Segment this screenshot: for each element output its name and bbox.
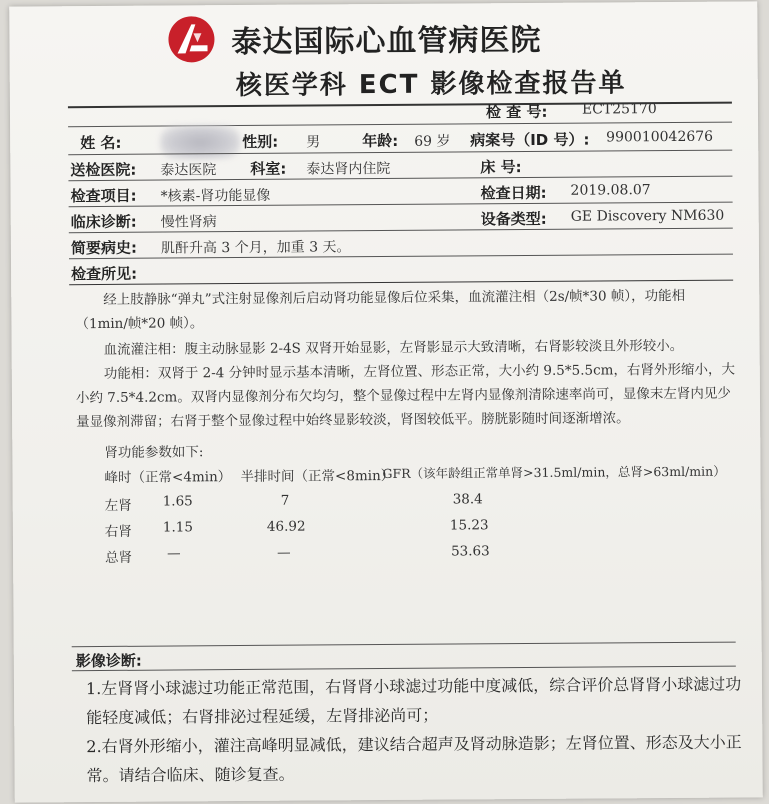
- findings-intro: 经上肢静脉“弹丸”式注射显像剂后启动肾功能显像后位采集，血流灌注相（2s/帧*30 帧），功能相（1min/帧*20 帧）。: [75, 287, 686, 333]
- diagnosis-label: 影像诊断:: [75, 651, 142, 671]
- department-value: 泰达肾内住院: [306, 160, 391, 178]
- clinical-diagnosis-value: 慢性肾病: [160, 214, 217, 231]
- device-type-value: GE Discovery NM630: [570, 207, 725, 225]
- hospital-logo: [167, 15, 215, 63]
- params-title: 肾功能参数如下:: [104, 444, 204, 461]
- name-label: 姓 名:: [80, 133, 122, 153]
- table-row-half: 46.92: [266, 518, 306, 535]
- age-label: 年龄:: [362, 131, 399, 151]
- gender-label: 性别:: [242, 132, 279, 151]
- table-row-half: —: [276, 544, 291, 561]
- report-paper: [9, 1, 763, 802]
- exam-item-value: *核素-肾功能显像: [160, 187, 271, 205]
- history-label: 简要病史:: [70, 238, 137, 258]
- table-row-gfr: 15.23: [449, 517, 489, 534]
- gender-value: 男: [306, 134, 321, 151]
- table-row-gfr: 38.4: [452, 491, 483, 508]
- clinical-diagnosis-label: 临床诊断:: [70, 212, 137, 232]
- table-row-peak: 1.15: [162, 519, 193, 536]
- findings-label: 检查所见:: [71, 264, 138, 284]
- exam-item-label: 检查项目:: [70, 186, 137, 206]
- table-row-name: 总肾: [105, 549, 133, 566]
- case-number-value: 990010042676: [606, 128, 714, 146]
- referring-hospital-label: 送检医院:: [70, 160, 137, 180]
- table-row-peak: 1.65: [162, 493, 193, 510]
- diagnosis-divider-top: [72, 642, 736, 648]
- findings-perfusion: 血流灌注相：腹主动脉显影 2-4S 双肾开始显影，左肾影显示大致清晰，右肾影较淡且外形较小。: [103, 337, 684, 358]
- exam-number-value: ECT25170: [581, 101, 657, 118]
- table-row-gfr: 53.63: [450, 543, 490, 560]
- findings-function: 功能相：双肾于 2-4 分钟时显示基本清晰，左肾位置、形态正常，大小约 9.5*5.5cm，右肾外形缩小，大小约 7.5*4.2cm。双肾内显像剂分布欠均匀，整个显像过程中左肾内显像剂清除速率尚可，显像末左肾内见少量显像剂滞留；右肾于整个显像过程中始终显影较淡，肾图较低平。膀胱影随时间逐渐增浓。: [75, 361, 736, 431]
- case-number-label: 病案号（ID 号）:: [470, 130, 590, 150]
- diagnosis-item-1: 1.左肾肾小球滤过功能正常范围，右肾肾小球滤过功能中度减低，综合评价总肾肾小球滤过功能轻度减低；右肾排泌过程延缓，左肾排泌尚可；: [85, 674, 742, 728]
- hospital-name: 泰达国际心血管病医院: [231, 22, 542, 61]
- department-label: 科室:: [250, 159, 287, 178]
- diagnosis-item-2: 2.右肾外形缩小，灌注高峰明显减低，建议结合超声及肾动脉造影；左肾位置、形态及大小正常。请结合临床、随诊复查。: [86, 732, 742, 786]
- table-row-name: 左肾: [104, 497, 132, 514]
- device-type-label: 设备类型:: [480, 209, 547, 229]
- exam-date-label: 检查日期:: [480, 183, 547, 203]
- exam-date-value: 2019.08.07: [570, 182, 651, 199]
- referring-hospital-value: 泰达医院: [160, 162, 217, 179]
- report-title: 核医学科 ECT 影像检查报告单: [235, 68, 627, 102]
- age-value: 69 岁: [414, 133, 451, 150]
- bed-number-label: 床 号:: [480, 158, 522, 177]
- exam-number-label: 检 查 号:: [485, 102, 548, 122]
- table-header-gfr: GFR（该年龄组正常单肾>31.5ml/min，总肾>63ml/min）: [382, 463, 726, 482]
- table-row-half: 7: [280, 492, 290, 509]
- table-header-peak: 峰时（正常<4min）: [104, 469, 232, 486]
- history-value: 肌酐升高 3 个月，加重 3 天。: [160, 239, 351, 257]
- table-row-peak: —: [166, 545, 181, 562]
- table-row-name: 右肾: [104, 523, 132, 540]
- table-header-half: 半排时间（正常<8min）: [240, 467, 395, 486]
